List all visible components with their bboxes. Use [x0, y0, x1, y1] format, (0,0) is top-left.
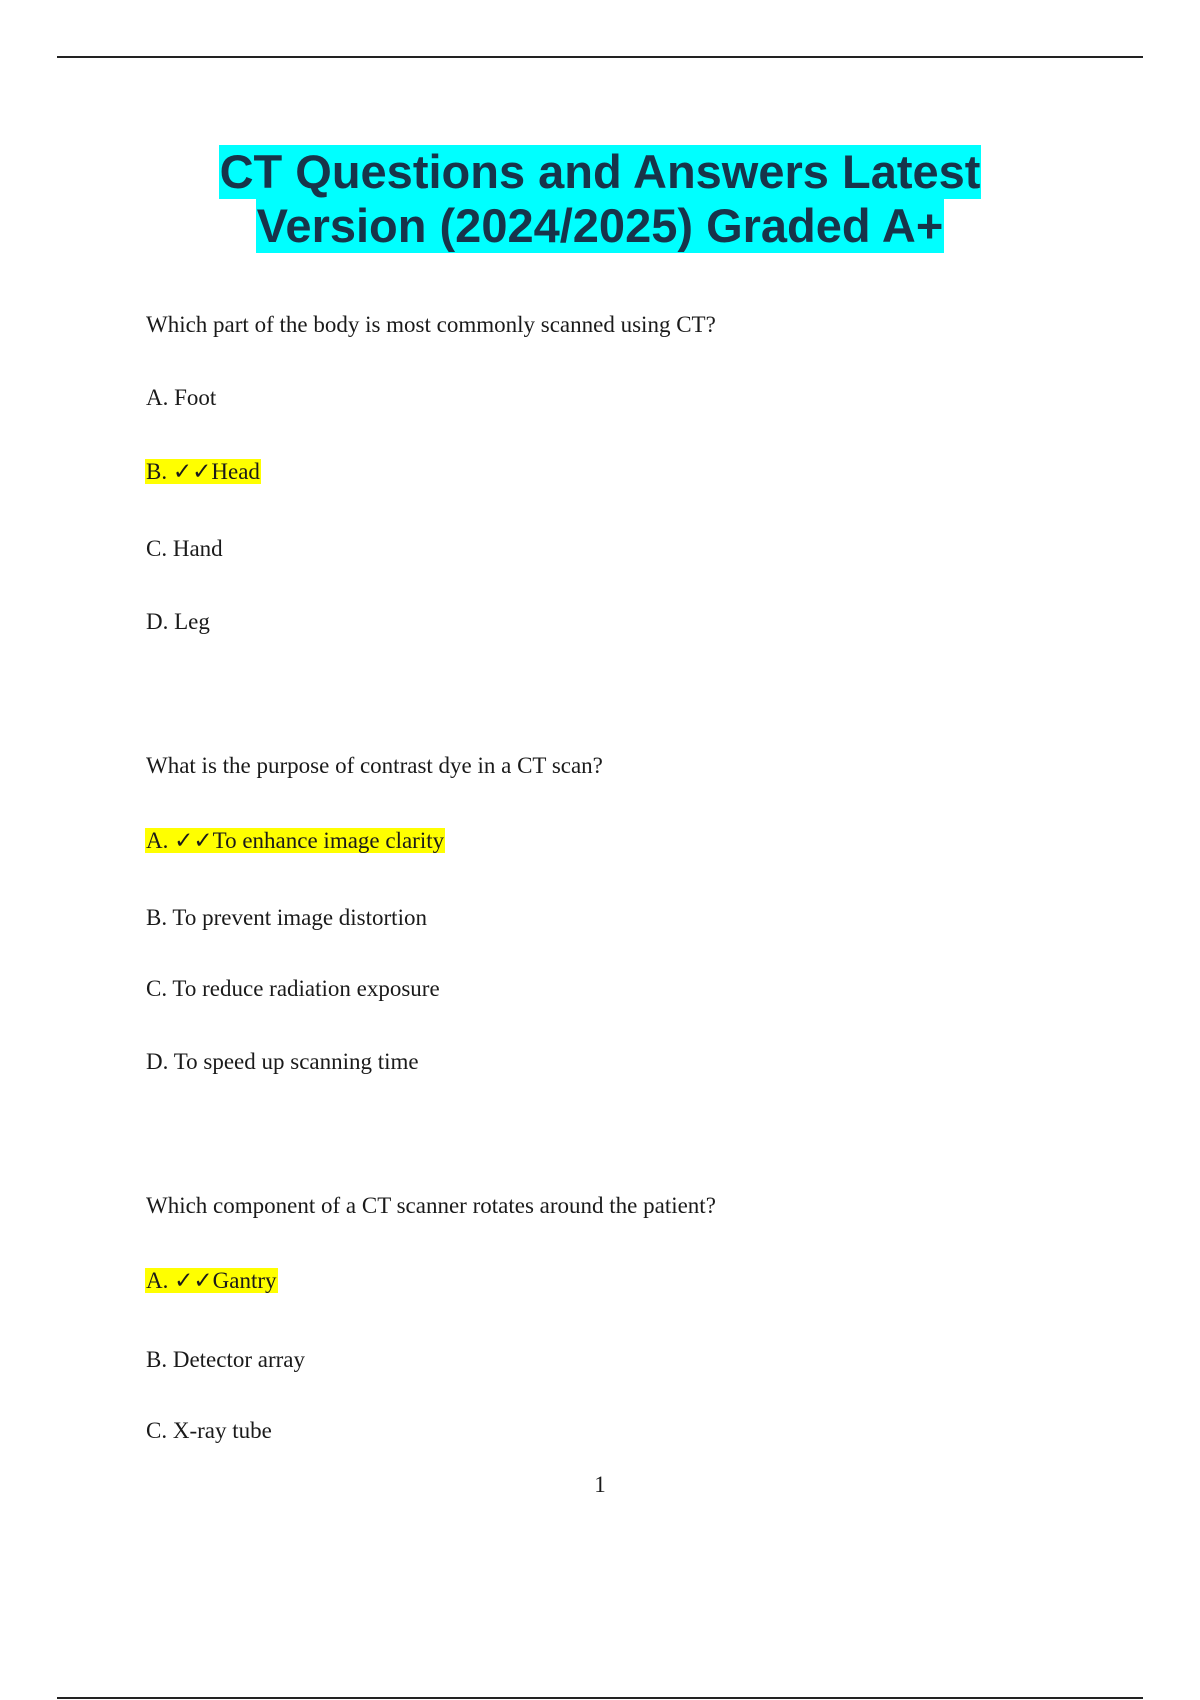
question-text: What is the purpose of contrast dye in a CT scan?	[146, 753, 603, 778]
option-text: C. To reduce radiation exposure	[146, 976, 440, 1001]
question-2-option-a-correct	[145, 826, 445, 856]
question-1	[145, 310, 717, 340]
option-text: C. X-ray tube	[146, 1418, 272, 1443]
option-text: B. Detector array	[146, 1347, 306, 1372]
option-text: A. Foot	[146, 385, 217, 410]
question-3-option-c	[145, 1416, 273, 1446]
question-text: Which component of a CT scanner rotates around the patient?	[146, 1193, 716, 1218]
option-text: D. Leg	[146, 609, 210, 634]
question-2-option-c	[145, 974, 441, 1004]
question-3	[145, 1191, 717, 1221]
question-3-option-a-correct	[145, 1266, 278, 1296]
question-3-option-b	[145, 1345, 306, 1375]
correct-option-text: A. ✓✓Gantry	[146, 1268, 277, 1293]
question-1-option-c	[145, 534, 224, 564]
question-2-option-d	[145, 1047, 420, 1077]
question-2	[145, 751, 604, 781]
bottom-rule	[57, 1697, 1143, 1699]
option-text: C. Hand	[146, 536, 223, 561]
page-number: 1	[594, 1472, 606, 1497]
question-1-option-a	[145, 383, 217, 413]
option-text: B. To prevent image distortion	[146, 905, 427, 930]
question-text: Which part of the body is most commonly scanned using CT?	[146, 312, 716, 337]
question-2-option-b	[145, 903, 428, 933]
document-title	[0, 145, 1200, 253]
correct-option-text: B. ✓✓Head	[146, 459, 260, 484]
question-1-option-d	[145, 607, 211, 637]
top-rule	[57, 56, 1143, 58]
question-1-option-b-correct	[145, 457, 261, 487]
correct-option-text: A. ✓✓To enhance image clarity	[146, 828, 445, 853]
option-text: D. To speed up scanning time	[146, 1049, 419, 1074]
title-line-1: CT Questions and Answers Latest	[219, 145, 981, 198]
title-line-2: Version (2024/2025) Graded A+	[256, 199, 944, 252]
